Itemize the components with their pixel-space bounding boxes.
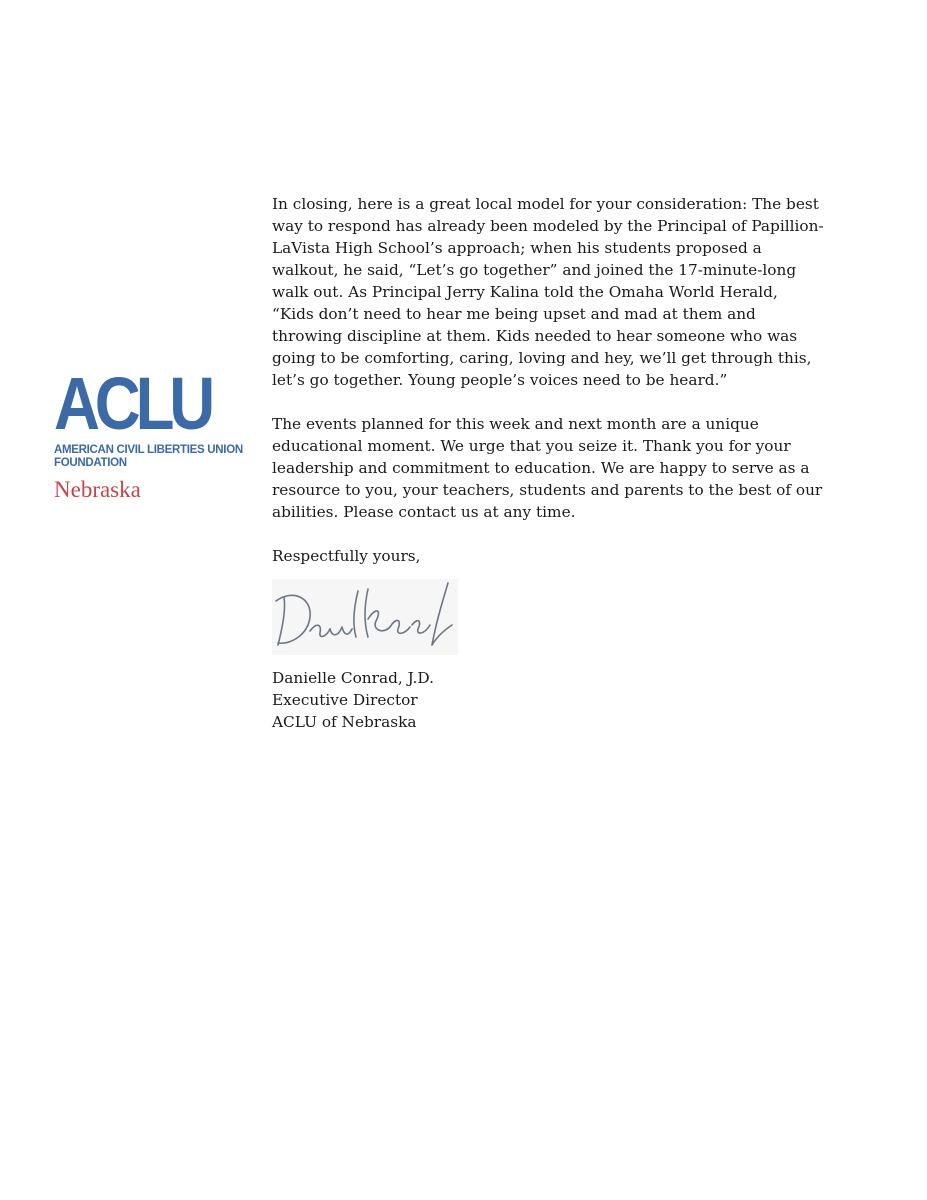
letter-body: [272, 193, 882, 733]
signature-image: [272, 579, 458, 655]
signer-name: Danielle Conrad, J.D.: [272, 669, 434, 687]
paragraph-1-line: In closing, here is a great local model for your consideration: The best: [272, 195, 819, 213]
paragraph-2-line: abilities. Please contact us at any time.: [272, 503, 576, 521]
paragraph-1: [272, 193, 882, 391]
paragraph-1-line: throwing discipline at them. Kids needed to hear someone who was: [272, 327, 798, 345]
aclu-nebraska-logo: [54, 362, 243, 504]
signer-title: Executive Director: [272, 691, 418, 709]
paragraph-1-line: “Kids don’t need to hear me being upset and mad at them and: [272, 305, 756, 323]
logo-line-1: AMERICAN CIVIL LIBERTIES UNION: [54, 444, 243, 456]
paragraph-2-line: educational moment. We urge that you seize it. Thank you for your: [272, 437, 791, 455]
logo-state: Nebraska: [54, 477, 141, 502]
closing-salutation: Respectfully yours,: [272, 547, 421, 565]
paragraph-2-line: resource to you, your teachers, students and parents to the best of our: [272, 481, 823, 499]
paragraph-1-line: walk out. As Principal Jerry Kalina told the Omaha World Herald,: [272, 283, 778, 301]
paragraph-2: [272, 413, 882, 523]
signer-org: ACLU of Nebraska: [272, 713, 417, 731]
paragraph-2-line: The events planned for this week and next month are a unique: [272, 415, 759, 433]
paragraph-1-line: let’s go together. Young people’s voices need to be heard.”: [272, 371, 728, 389]
paragraph-1-line: LaVista High School’s approach; when his students proposed a: [272, 239, 762, 257]
logo-mark: ACLU: [54, 362, 211, 445]
logo-line-2: FOUNDATION: [54, 457, 127, 469]
paragraph-1-line: walkout, he said, “Let’s go together” and joined the 17-minute-long: [272, 261, 797, 279]
paragraph-2-line: leadership and commitment to education. We are happy to serve as a: [272, 459, 810, 477]
signature-block: [272, 667, 882, 733]
paragraph-1-line: way to respond has already been modeled by the Principal of Papillion-: [272, 217, 824, 235]
paragraph-1-line: going to be comforting, caring, loving and hey, we’ll get through this,: [272, 349, 812, 367]
